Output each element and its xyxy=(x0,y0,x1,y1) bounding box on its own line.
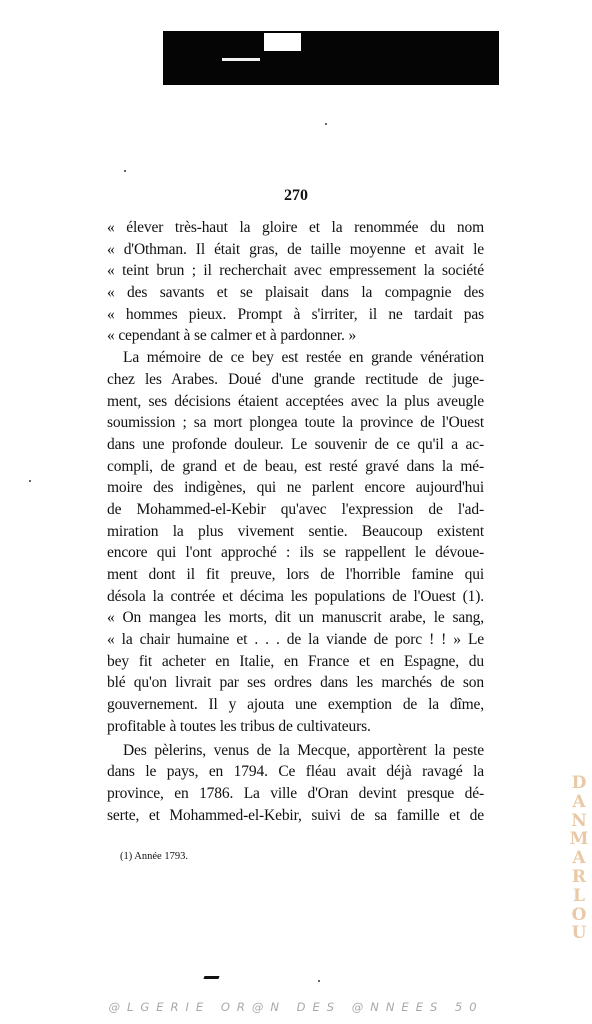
text-line: Des pèlerins, venus de la Mecque, apportèrent la peste xyxy=(123,741,484,759)
speck xyxy=(29,480,31,482)
footnote: (1) Année 1793. xyxy=(120,851,188,862)
text-line: désola la contrée et décima les populations de l'Ouest (1). xyxy=(107,587,484,605)
text-line: dans le pays, en 1794. Ce fléau avait déjà ravagé la xyxy=(107,763,484,781)
text-line: serte, et Mohammed-el-Kebir, suivi de sa famille et de xyxy=(107,806,484,824)
bar-notch xyxy=(264,33,301,51)
text-line: miration la plus vivement sentie. Beaucoup existent xyxy=(107,522,484,540)
text-line: « hommes pieux. Prompt à s'irriter, il ne tardait pas xyxy=(107,305,484,323)
black-redaction-bar xyxy=(163,31,499,85)
text-line: ment dont il fit preuve, lors de l'horrible famine qui xyxy=(107,566,484,583)
page-number: 270 xyxy=(284,187,308,204)
text-line: « d'Othman. Il était gras, de taille moyenne et avait le xyxy=(107,240,484,258)
bar-dash xyxy=(222,58,260,61)
text-line: de Mohammed-el-Kebir qu'avec l'expression de l'ad- xyxy=(107,500,484,518)
text-line: « la chair humaine et . . . de la viande de porc ! ! » Le xyxy=(107,631,484,649)
speck xyxy=(318,980,320,982)
text-line: ment, ses décisions étaient acceptées avec la plus aveugle xyxy=(107,392,484,410)
text-line: encore qui l'ont approché : ils se rappellent le dévoue- xyxy=(107,544,484,562)
text-line: profitable à toutes les tribus de cultivateurs. xyxy=(107,717,371,735)
speck xyxy=(325,123,327,125)
text-line: gouvernement. Il y ajouta une exemption de la dîme, xyxy=(107,696,484,714)
text-line: « On mangea les morts, dit un manuscrit arabe, le sang, xyxy=(107,609,484,627)
text-line: chez les Arabes. Doué d'une grande rectitude de juge- xyxy=(107,370,484,388)
ink-mark xyxy=(203,976,219,979)
text-line: « cependant à se calmer et à pardonner. » xyxy=(107,327,357,345)
text-line: « élever très-haut la gloire et la renommée du nom xyxy=(107,219,484,236)
speck xyxy=(124,170,126,172)
text-line: « teint brun ; il recherchait avec empressement la société xyxy=(107,262,484,280)
watermark-vertical: D A N M A R L O U xyxy=(569,773,589,944)
text-line: bey fit acheter en Italie, en France et en Espagne, du xyxy=(107,652,484,670)
text-line: « des savants et se plaisait dans la compagnie des xyxy=(107,284,484,302)
text-line: compli, de grand et de beau, est resté gravé dans la mé- xyxy=(107,457,484,475)
text-line: province, en 1786. La ville d'Oran devint presque dé- xyxy=(107,784,484,802)
text-line: soumission ; sa mort plongea toute la province de l'Ouest xyxy=(107,414,484,432)
text-line: La mémoire de ce bey est restée en grande vénération xyxy=(123,349,484,367)
text-line: blé qu'on livrait par ses ordres dans les marchés de son xyxy=(107,674,484,692)
body-text xyxy=(107,217,484,826)
text-line: dans une profonde douleur. Le souvenir de ce qu'il a ac- xyxy=(107,435,484,453)
watermark-footer: @LGERIE OR@N DES @NNEES 50 xyxy=(108,1000,484,1014)
text-line: moire des indigènes, qui ne parlent encore aujourd'hui xyxy=(107,479,484,497)
